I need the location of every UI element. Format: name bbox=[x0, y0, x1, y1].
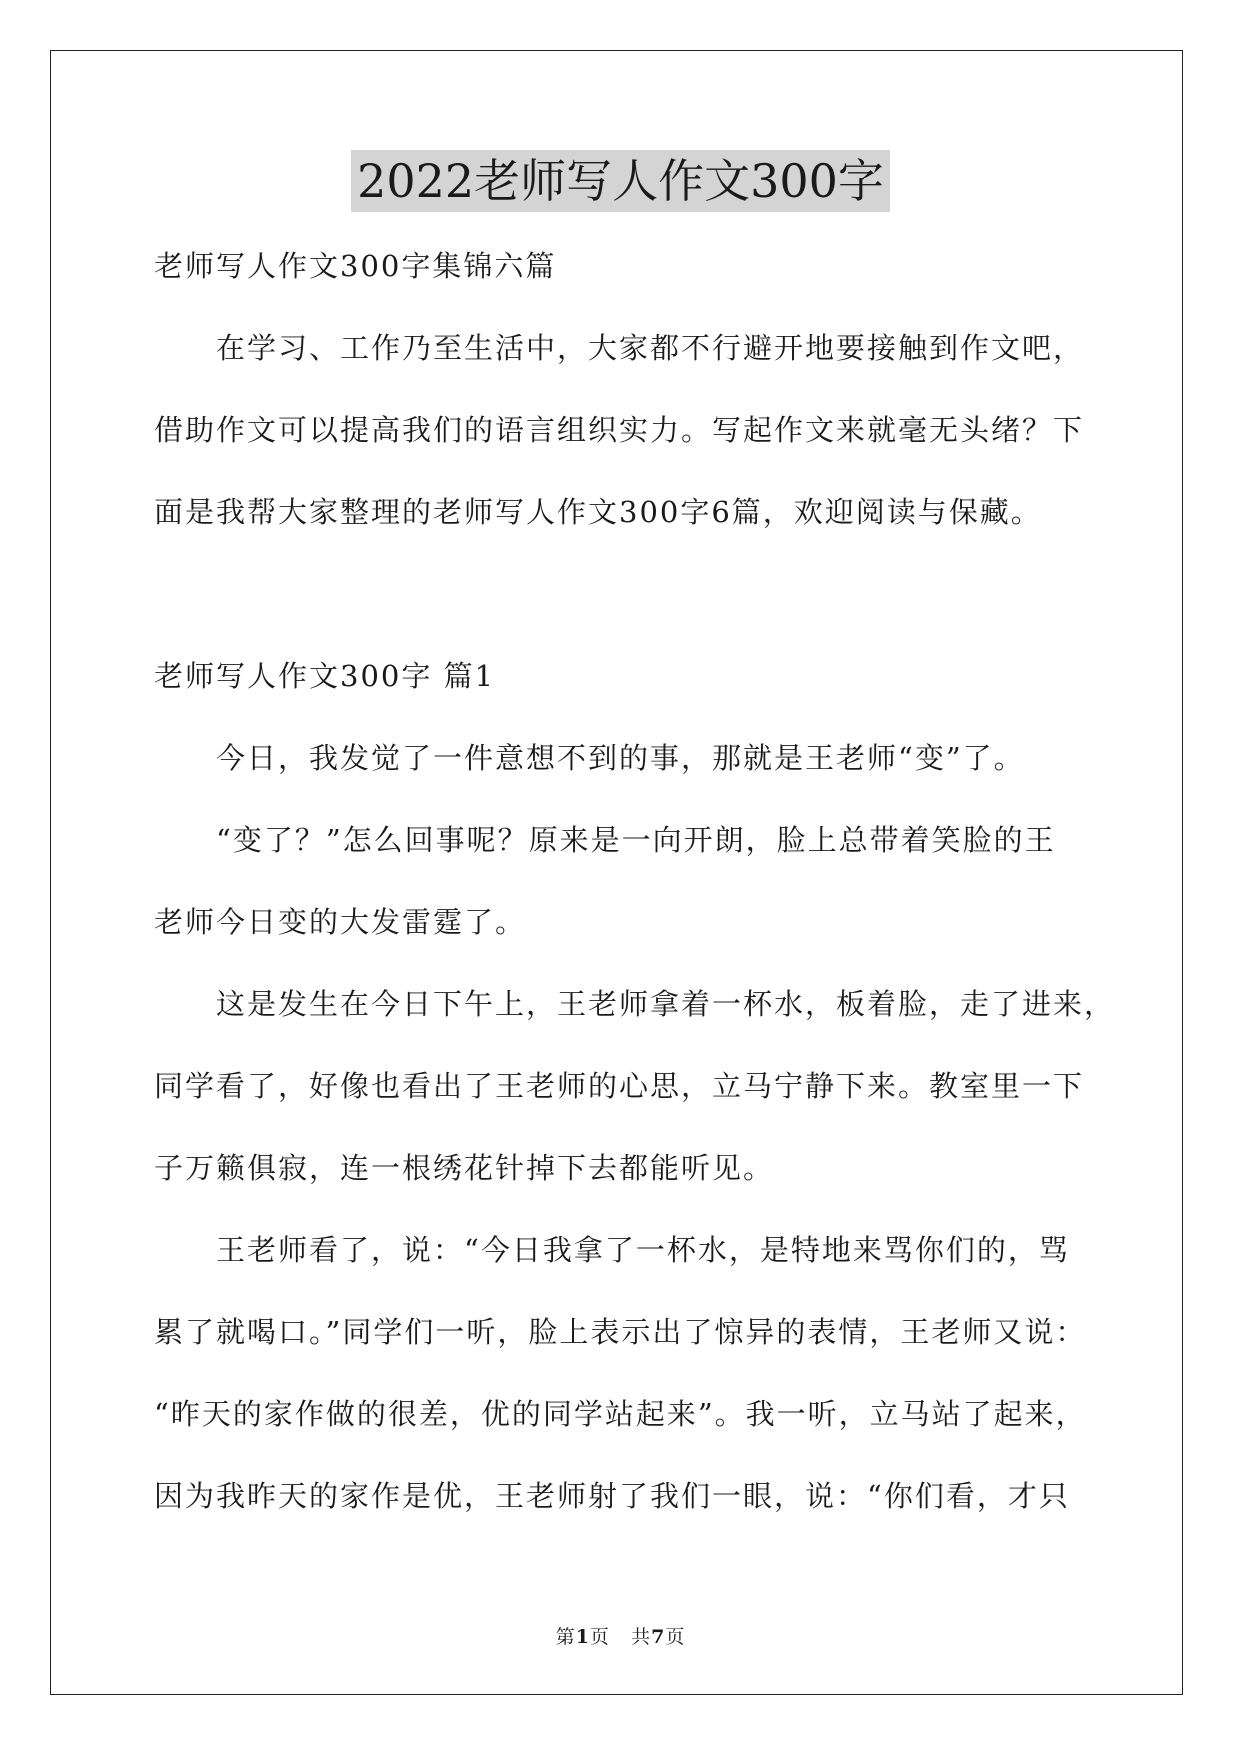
text-line: 王老师看了，说：“今日我拿了一杯水，是特地来骂你们的，骂 bbox=[216, 1233, 1070, 1267]
title-wrap bbox=[0, 150, 1241, 212]
text-line: 同学看了，好像也看出了王老师的心思，立马宁静下来。教室里一下 bbox=[154, 1069, 1085, 1103]
page-footer bbox=[0, 1622, 1241, 1649]
text-line: 老师写人作文300字集锦六篇 bbox=[154, 249, 557, 283]
text-line: 因为我昨天的家作是优，王老师射了我们一眼，说：“你们看，才只 bbox=[154, 1479, 1070, 1513]
current-page-number: 1 bbox=[575, 1626, 590, 1648]
blank-line bbox=[154, 553, 1094, 635]
text-line: 今日，我发觉了一件意想不到的事，那就是王老师“变”了。 bbox=[216, 741, 1025, 775]
text-line: 面是我帮大家整理的老师写人作文300字6篇，欢迎阅读与保藏。 bbox=[154, 495, 1042, 529]
text-line: 累了就喝口。”同学们一听，脸上表示出了惊异的表情，王老师又说： bbox=[154, 1315, 1087, 1349]
footer-total-suffix: 页 bbox=[665, 1626, 686, 1648]
footer-total-prefix: 共 bbox=[631, 1626, 652, 1648]
text-line: 这是发生在今日下午上，王老师拿着一杯水，板着脸，走了进来， bbox=[216, 987, 1116, 1021]
text-line: 子万籁俱寂，连一根绣花针掉下去都能听见。 bbox=[154, 1151, 775, 1185]
total-page-number: 7 bbox=[651, 1626, 666, 1648]
footer-prefix: 第 bbox=[555, 1626, 576, 1648]
text-line: 老师写人作文300字 篇1 bbox=[154, 659, 496, 693]
footer-page-word: 页 bbox=[589, 1626, 610, 1648]
text-line: “昨天的家作做的很差，优的同学站起来”。我一听，立马站了起来， bbox=[154, 1397, 1087, 1431]
document-title: 2022老师写人作文300字 bbox=[351, 150, 890, 212]
text-line: 在学习、工作乃至生活中，大家都不行避开地要接触到作文吧， bbox=[216, 331, 1085, 365]
text-line: 老师今日变的大发雷霆了。 bbox=[154, 905, 527, 939]
text-line: 借助作文可以提高我们的语言组织实力。写起作文来就毫无头绪？下 bbox=[154, 413, 1085, 447]
document-body bbox=[154, 225, 1116, 1537]
text-line: “变了？”怎么回事呢？原来是一向开朗，脸上总带着笑脸的王 bbox=[216, 823, 1056, 857]
